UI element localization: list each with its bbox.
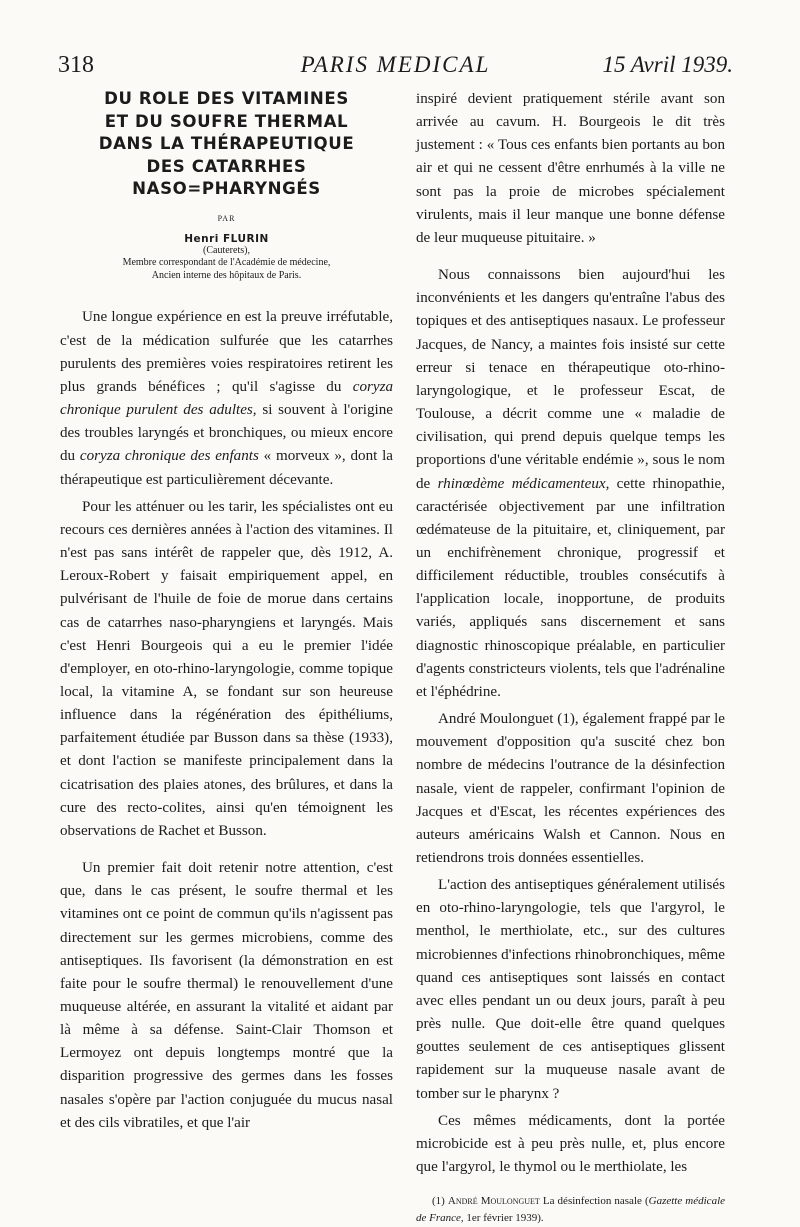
paragraph: Nous connaissons bien aujourd'hui les inconvénients et les dangers qu'entraîne l'abus des topiques et des antiseptiques nasaux. Le professeur Jacques, de Nancy, a maintes fois insisté sur cette erreur si tenace en thérapeutique oto-rhino-laryngologique, et le professeur Escat, de Toulouse, a décrit comme une « maladie de civilisation, qui prend depuis quelque temps les proportions d'une véritable endémie », sous le nom de rhinœdème médicamenteux, cette rhinopathie, caractérisée objectivement par une infiltration œdémateuse de la pituitaire, et, cliniquement, par un enchifrènement chronique, progressif et difficilement réductible, troubles consécutifs à l'application locale, inopportune, de produits variés, appliqués sans discernement et sans diagnostic rhinoscopique préalable, en particulier d'agents constricteurs violents, tels que l'adrénaline et l'éphédrine. [416,267,725,700]
author-location: (Cauterets), [203,244,250,256]
paragraph: André Moulonguet (1), également frappé par le mouvement d'opposition qu'a suscité chez bon nombre de médecins l'outrance de la désinfection nasale, vient de rappeler, confirmant l'opinion de Jacques et d'Escat, les récentes expériences des auteurs américains Walsh et Cannon. Nous en retiendrons trois données essentielles. [416,711,725,866]
paragraph: Un premier fait doit retenir notre attention, c'est que, dans le cas présent, le soufre thermal et les vitamines ont ce point de commun qu'ils n'agissent pas directement sur les germes microbiens, comme des antiseptiques. Ils favorisent (la démonstration en est faite pour le soufre thermal) le renouvellement d'une muqueuse altérée, en assurant la vitalité et aidant par là même à sa défense. Saint-Clair Thomson et Lermoyez ont depuis longtemps montré que la disparition progressive des germes dans les fosses nasales s'opère par l'action conjuguée du mucus nasal et des cils vibratiles, et que l'air [60,860,393,1131]
left-body [60,306,393,1134]
author-affiliation: Ancien interne des hôpitaux de Paris. [151,269,302,281]
right-body [416,88,725,1179]
journal-title: PARIS MEDICAL [300,52,491,77]
page-number: 318 [58,52,94,78]
paragraph: Ces mêmes médicaments, dont la portée microbicide est à peu près nulle, et, plus encore que l'argyrol, le thymol ou le merthiolate, les [416,1112,725,1176]
paragraph: inspiré devient pratiquement stérile avant son arrivée au cavum. H. Bourgeois le dit très justement : « Tous ces enfants bien portants au bon air et qui ne cessent d'être enrhumés à la ville ne sont pas la proie de microbes spécialement virulents, mais il leur manque une bonne défense de leur muqueuse pituitaire. » [416,91,725,246]
article-title [60,88,393,201]
title-line: DES CATARRHES [146,156,307,176]
left-column [60,88,393,1135]
par-label: PAR [217,213,236,223]
paragraph: Une longue expérience en est la preuve irréfutable, c'est de la médication sulfurée que les catarrhes purulents des premières voies respiratoires retirent les plus grands bénéfices ; qu'il s'agisse du coryza chronique purulent des adultes, si souvent à l'origine des troubles laryngés et bronchiques, ou mieux encore du coryza chronique des enfants « morveux », dont la thérapeutique est particulièrement décevante. [60,309,394,488]
title-line: ET DU SOUFRE THERMAL [104,111,349,131]
title-line: NASO=PHARYNGÉS [132,179,321,199]
title-line: DU ROLE DES VITAMINES [104,89,349,108]
paragraph: Pour les atténuer ou les tarir, les spécialistes ont eu recours ces dernières années à l'action des vitamines. Il n'est pas sans intérêt de rappeler que, dès 1912, A. Leroux-Robert y faisait empiriquement appel, en pulvérisant de l'huile de foie de morue dans certains cas de catarrhes naso-pharyngiens et laryngés. Mais c'est Henri Bourgeois qui a eu le premier l'idée d'employer, en oto-rhino-laryngologie, comme topique local, la vitamine A, se fondant sur son heureuse influence dans la régénération des épithéliums, parfaitement étudiée par Busson dans sa thèse (1933), et dont l'action se manifeste principalement dans la cicatrisation des plaies atones, des brûlures, et dans la cure des recto-colites, ainsi qu'en témoignent les observations de Rachet et Busson. [60,498,393,839]
footnote: (1) André Moulonguet La désinfection nasale (Gazette médicale de France, 1er février 1939). [416,1195,726,1225]
right-column [416,88,725,1227]
author-affiliation: Membre correspondant de l'Académie de médecine, [122,257,331,269]
title-line: DANS LA THÉRAPEUTIQUE [98,134,355,154]
paragraph: L'action des antiseptiques généralement utilisés en oto-rhino-laryngologie, tels que l'argyrol, le menthol, le merthiolate, etc., sur des cultures microbiennes d'infections rhinobronchiques, même quand ces antiseptiques sont laissés en contact avec elles pendant un ou deux jours, paraît à peu près nulle. Que doit-elle être quand quelques gouttes seulement de ces antiseptiques glissent rapidement sur la muqueuse nasale avant de tomber sur le pharynx ? [416,877,725,1102]
author-name: Henri FLURIN [184,232,269,245]
running-header [58,52,733,82]
issue-date: 15 Avril 1939. [602,52,733,77]
